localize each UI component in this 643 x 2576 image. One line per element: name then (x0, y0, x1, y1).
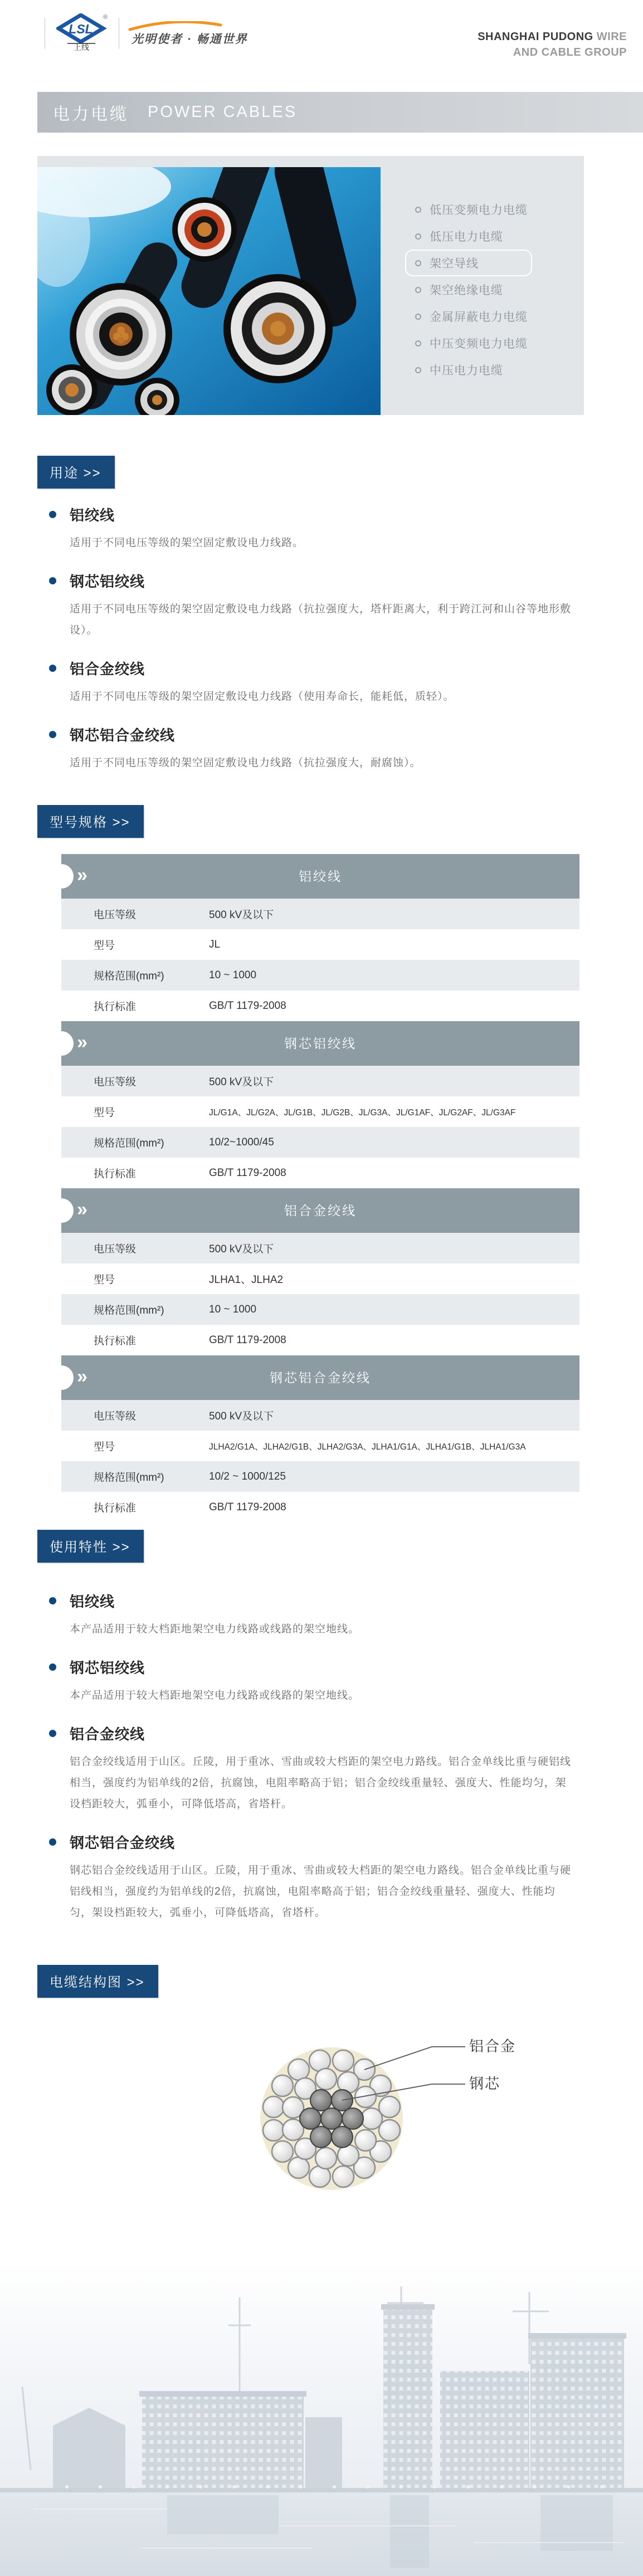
footer-cityscape (0, 2262, 643, 2576)
bullet-dot-icon (49, 1597, 56, 1604)
registered-mark: ® (103, 13, 108, 21)
logo-text: LSL (69, 21, 93, 36)
nav-item-mv-power-cable[interactable]: 中压电力电缆 (405, 357, 532, 383)
bullet-dot-icon (49, 1663, 56, 1671)
table-row: 规格范围(mm²) 10 ~ 1000 (61, 1294, 579, 1325)
nav-item-overhead-insulated-cable[interactable]: 架空绝缘电缆 (405, 276, 532, 303)
radio-circle-icon (415, 340, 421, 347)
slogan-text: 光明使者 · 畅通世界 (131, 33, 248, 46)
company-name (478, 29, 627, 60)
features-list (49, 1591, 606, 1940)
double-arrow-icon: » (77, 1198, 87, 1220)
product-category-nav (405, 196, 532, 383)
radio-circle-icon (415, 233, 421, 240)
nav-item-lv-power-cable[interactable]: 低压电力电缆 (405, 223, 532, 250)
spec-table-jlg (61, 1021, 579, 1188)
company-logo (56, 13, 108, 54)
spec-table-title: 铝绞线 (299, 869, 342, 884)
product-panel (37, 156, 584, 415)
double-arrow-icon: » (77, 1365, 87, 1387)
table-row: 规格范围(mm²) 10/2 ~ 1000/125 (61, 1461, 579, 1492)
page-title-zh: 电力电缆 (53, 105, 129, 124)
spec-table-header (61, 1188, 579, 1233)
table-row: 执行标准 GB/T 1179-2008 (61, 1158, 579, 1188)
spec-table-header (61, 854, 579, 899)
double-arrow-icon: » (77, 1031, 87, 1053)
notch-decoration (49, 864, 74, 889)
spec-tables (61, 854, 579, 1523)
usage-item: 铝合金绞线 适用于不同电压等级的架空固定敷设电力线路（使用寿命长，能耗低，质轻）。 (49, 658, 606, 708)
usage-item: 铝绞线 适用于不同电压等级的架空固定敷设电力线路。 (49, 504, 606, 554)
structure-section-button[interactable]: 电缆结构图 >> (37, 1965, 158, 1998)
bullet-dot-icon (49, 511, 56, 518)
table-row: 执行标准 GB/T 1179-2008 (61, 991, 579, 1021)
bullet-dot-icon (49, 1730, 56, 1737)
nav-item-metal-shield-cable[interactable]: 金属屏蔽电力电缆 (405, 303, 532, 330)
features-section-button[interactable]: 使用特性 >> (37, 1530, 144, 1563)
radio-circle-icon (415, 314, 421, 320)
city-skyline-image (0, 2286, 643, 2576)
double-arrow-icon: » (77, 864, 87, 886)
radio-circle-icon (415, 207, 421, 213)
spec-table-title: 钢芯铝合金绞线 (270, 1370, 371, 1385)
logo-subtext: 上线 (74, 42, 89, 51)
feature-item: 钢芯铝合金绞线 钢芯铝合金绞线适用于山区。丘陵，用于重冰、雪曲或较大档距的架空电力路线。铝合金单线比重与硬铝线相当，强度约为铝单线的2倍，抗腐蚀，电阻率略高于铝；铝合金绞线重量轻、强度大、性能均匀，架设档距较大，弧垂小，可降低塔高，省塔杆。 (49, 1832, 606, 1924)
bullet-dot-icon (49, 577, 56, 584)
bullet-dot-icon (49, 731, 56, 738)
notch-decoration (49, 1198, 74, 1223)
orange-swoosh-icon (128, 21, 223, 31)
spec-table-header (61, 1355, 579, 1400)
nav-item-overhead-conductor-active[interactable]: 架空导线 (405, 250, 532, 276)
table-row: 型号 JL/G1A、JL/G2A、JL/G1B、JL/G2B、JL/G3A、JL/G1AF、JL/G2AF、JL/G3AF (61, 1096, 579, 1127)
page-title-en: POWER CABLES (148, 103, 298, 121)
company-name-line2: AND CABLE GROUP (513, 46, 627, 58)
feature-item: 铝绞线 本产品适用于较大档距地架空电力线路或线路的架空地线。 (49, 1591, 606, 1640)
spec-table-title: 铝合金绞线 (284, 1203, 357, 1218)
spec-table-jlha-g (61, 1355, 579, 1523)
notch-decoration (49, 1031, 74, 1056)
spec-table-jl (61, 854, 579, 1021)
spec-table-jlha (61, 1188, 579, 1355)
table-row: 规格范围(mm²) 10 ~ 1000 (61, 960, 579, 991)
slogan (131, 20, 248, 47)
table-row: 电压等级 500 kV及以下 (61, 1233, 579, 1263)
cable-structure-diagram (240, 2032, 518, 2199)
spec-table-header (61, 1021, 579, 1066)
table-row: 规格范围(mm²) 10/2~1000/45 (61, 1127, 579, 1158)
usage-section-button[interactable]: 用途 >> (37, 456, 115, 489)
radio-circle-icon (415, 287, 421, 293)
table-row: 执行标准 GB/T 1179-2008 (61, 1325, 579, 1355)
feature-item: 钢芯铝绞线 本产品适用于较大档距地架空电力线路或线路的架空地线。 (49, 1657, 606, 1706)
table-row: 电压等级 500 kV及以下 (61, 1066, 579, 1096)
specs-section-button[interactable]: 型号规格 >> (37, 805, 144, 838)
bullet-dot-icon (49, 1838, 56, 1846)
product-photo (37, 167, 381, 415)
core-label: 钢芯 (469, 2075, 501, 2092)
company-name-light: WIRE (593, 31, 627, 43)
header-brand (45, 8, 248, 59)
table-row: 型号 JLHA2/G1A、JLHA2/G1B、JLHA2/G3A、JLHA1/G1A、JLHA1/G1B、JLHA1/G3A (61, 1431, 579, 1461)
bullet-dot-icon (49, 665, 56, 672)
usage-item: 钢芯铝合金绞线 适用于不同电压等级的架空固定敷设电力线路（抗拉强度大，耐腐蚀）。 (49, 724, 606, 774)
table-row: 型号 JL (61, 929, 579, 960)
notch-decoration (49, 1365, 74, 1390)
table-row: 电压等级 500 kV及以下 (61, 899, 579, 929)
alloy-label: 铝合金 (469, 2038, 517, 2055)
spec-table-title: 钢芯铝绞线 (284, 1036, 357, 1051)
company-name-bold: SHANGHAI PUDONG (478, 31, 593, 43)
page-title-bar (37, 92, 643, 133)
table-row: 型号 JLHA1、JLHA2 (61, 1263, 579, 1294)
feature-item: 铝合金绞线 铝合金绞线适用于山区。丘陵，用于重冰、雪曲或较大档距的架空电力路线。铝合金单线比重与硬铝线相当，强度约为铝单线的2倍，抗腐蚀，电阻率略高于铝；铝合金绞线重量轻、强度大、性能均匀，架设档距较大，弧垂小，可降低塔高，省塔杆。 (49, 1723, 606, 1815)
nav-item-lv-vfd-cable[interactable]: 低压变频电力电缆 (405, 196, 532, 223)
usage-list (49, 504, 606, 791)
nav-item-mv-vfd-cable[interactable]: 中压变频电力电缆 (405, 330, 532, 357)
table-row: 电压等级 500 kV及以下 (61, 1400, 579, 1431)
lsl-logo-icon (56, 13, 108, 51)
radio-circle-icon (415, 260, 421, 266)
radio-circle-icon (415, 367, 421, 373)
usage-item: 钢芯铝绞线 适用于不同电压等级的架空固定敷设电力线路（抗拉强度大，塔杆距离大，利于跨江河和山谷等地形敷设）。 (49, 570, 606, 641)
table-row: 执行标准 GB/T 1179-2008 (61, 1492, 579, 1523)
